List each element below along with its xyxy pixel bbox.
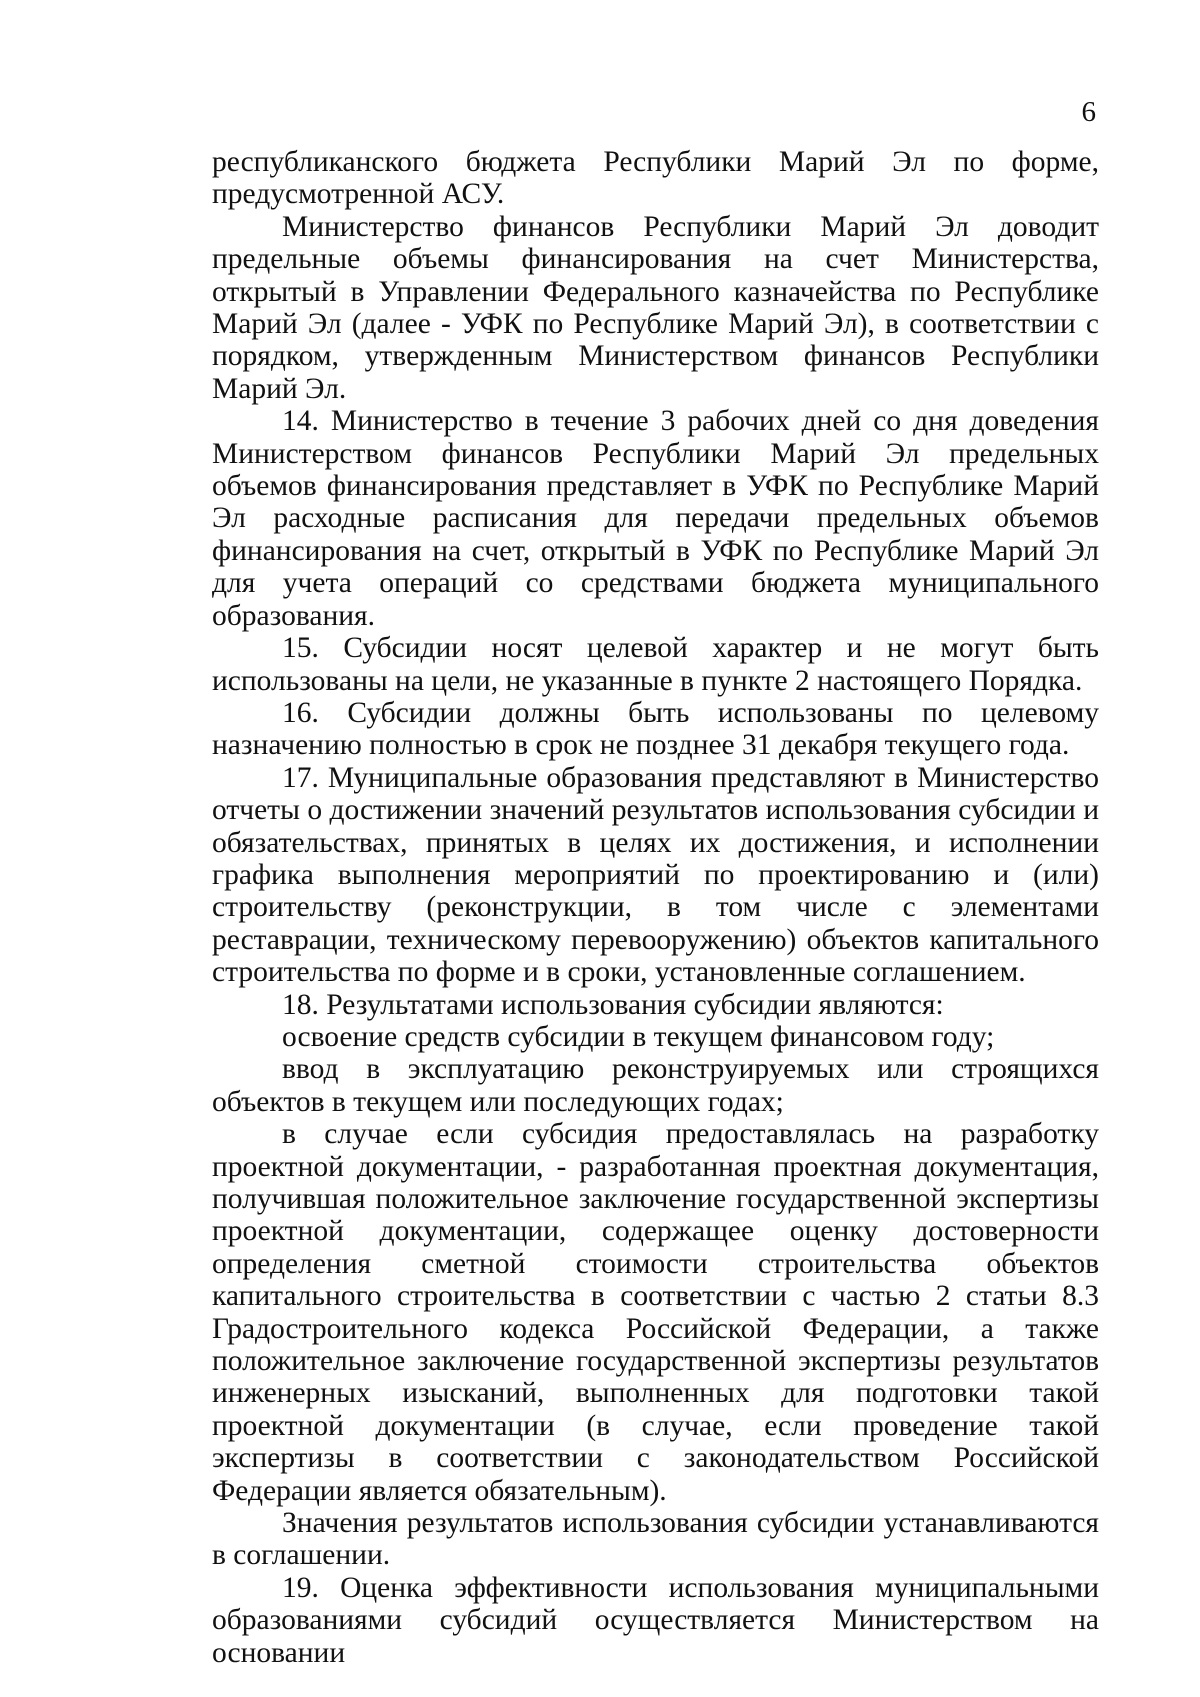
- paragraph-item-16: 16. Субсидии должны быть использованы по целевому назначению полностью в срок не позднее 31 декабря текущего года.: [212, 696, 1099, 762]
- paragraph-result-values: Значения результатов использования субсидии устанавливаются в соглашении.: [212, 1507, 1099, 1572]
- paragraph-item-14: 14. Министерство в течение 3 рабочих дней со дня доведения Министерством финансов Республики Марий Эл предельных объемов финансирования представляет в УФК по Республике Марий Эл расходные расписания для передачи предельных объемов финансирования на счет, открытый в УФК по Республике Марий Эл для учета операций со средствами бюджета муниципального образования.: [212, 405, 1099, 632]
- paragraph-finance-limits: Министерство финансов Республики Марий Эл доводит предельные объемы финансирования на счет Министерства, открытый в Управлении Федерального казначейства по Республике Марий Эл (далее - УФК по Республике Марий Эл), в соответствии с порядком, утвержденным Министерством финансов Республики Марий Эл.: [212, 210, 1099, 405]
- page-number: 6: [1081, 96, 1096, 128]
- paragraph-continuation: республиканского бюджета Республики Марий Эл по форме, предусмотренной АСУ.: [212, 146, 1099, 211]
- paragraph-item-19: 19. Оценка эффективности использования муниципальными образованиями субсидий осуществляется Министерством на основании: [212, 1571, 1099, 1669]
- paragraph-item-15: 15. Субсидии носят целевой характер и не могут быть использованы на цели, не указанные в пункте 2 настоящего Порядка.: [212, 632, 1099, 697]
- paragraph-result-design-docs: в случае если субсидия предоставлялась на разработку проектной документации, - разработанная проектная документация, получившая положительное заключение государственной экспертизы проектной документации, содержащее оценку достоверности определения сметной стоимости строительства объектов капитального строительства в соответствии с частью 2 статьи 8.3 Градостроительного кодекса Российской Федерации, а также положительное заключение государственной экспертизы результатов инженерных изысканий, выполненных для подготовки такой проектной документации (в случае, если проведение такой экспертизы в соответствии с законодательством Российской Федерации является обязательным).: [212, 1118, 1099, 1507]
- paragraph-result-commissioning: ввод в эксплуатацию реконструируемых или строящихся объектов в текущем или последующих годах;: [212, 1053, 1099, 1118]
- paragraph-result-funds: освоение средств субсидии в текущем финансовом году;: [282, 1020, 995, 1053]
- paragraph-item-18: 18. Результатами использования субсидии являются:: [282, 988, 944, 1021]
- document-body: [212, 146, 1099, 1669]
- paragraph-item-17: 17. Муниципальные образования представляют в Министерство отчеты о достижении значений результатов использования субсидии и обязательствах, принятых в целях их достижения, и исполнении графика выполнения мероприятий по проектированию и (или) строительству (реконструкции, в том числе с элементами реставрации, техническому перевооружению) объектов капитального строительства по форме и в сроки, установленные соглашением.: [212, 761, 1099, 989]
